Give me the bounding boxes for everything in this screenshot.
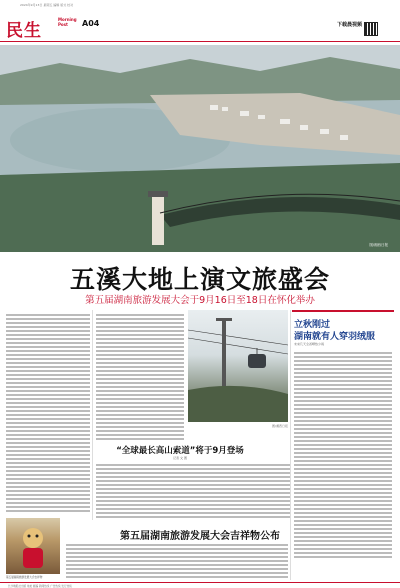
mascot-photo-caption: 第五届湖南旅游发展大会吉祥物 <box>6 576 43 579</box>
bottom-article-body <box>66 542 288 580</box>
column-divider <box>92 310 93 520</box>
side-article-subtitle: 未来几天全省晴热少雨 <box>294 342 325 346</box>
header-right <box>332 18 382 38</box>
section-label: 民生 <box>6 21 42 41</box>
page-header <box>0 12 400 42</box>
article-column-2 <box>96 312 184 440</box>
article-column-3 <box>96 462 290 520</box>
page-number: A04 <box>82 19 100 28</box>
quote-byline: 记者 文 图 <box>173 456 187 460</box>
bottom-headline: 第五届湖南旅游发展大会吉祥物公布 <box>120 531 280 542</box>
article-column-1 <box>6 312 90 522</box>
cable-car-photo <box>188 310 288 422</box>
quote-headline: “全球最长高山索道”将于9月登场 <box>116 446 244 456</box>
side-article-title: 湖南就有人穿羽绒服 <box>294 332 376 342</box>
sub-headline: 第五届湖南旅游发展大会于9月16日至18日在怀化举办 <box>85 295 315 306</box>
video-download-label: 下载晨视频 <box>336 22 362 28</box>
side-article-kicker: 立秋刚过 <box>294 320 331 330</box>
photo-caption: 图/湘西日报 <box>369 243 388 247</box>
page-footer: 长沙晚报社出版 地址 邮编 新闻热线 广告热线 发行热线 <box>0 582 400 588</box>
cable-photo-caption: 图/湘西日报 <box>271 424 288 428</box>
qr-code-icon <box>364 22 378 36</box>
lead-photo <box>0 45 400 252</box>
main-headline: 五溪大地上演文旅盛会 <box>69 265 330 294</box>
paper-logo: Morning Post <box>58 17 77 27</box>
top-info-line: 2024年9月13日 星期五 编辑 版式 校对 <box>20 3 74 7</box>
cable-car-illustration <box>188 310 288 422</box>
landscape-illustration <box>0 45 400 252</box>
